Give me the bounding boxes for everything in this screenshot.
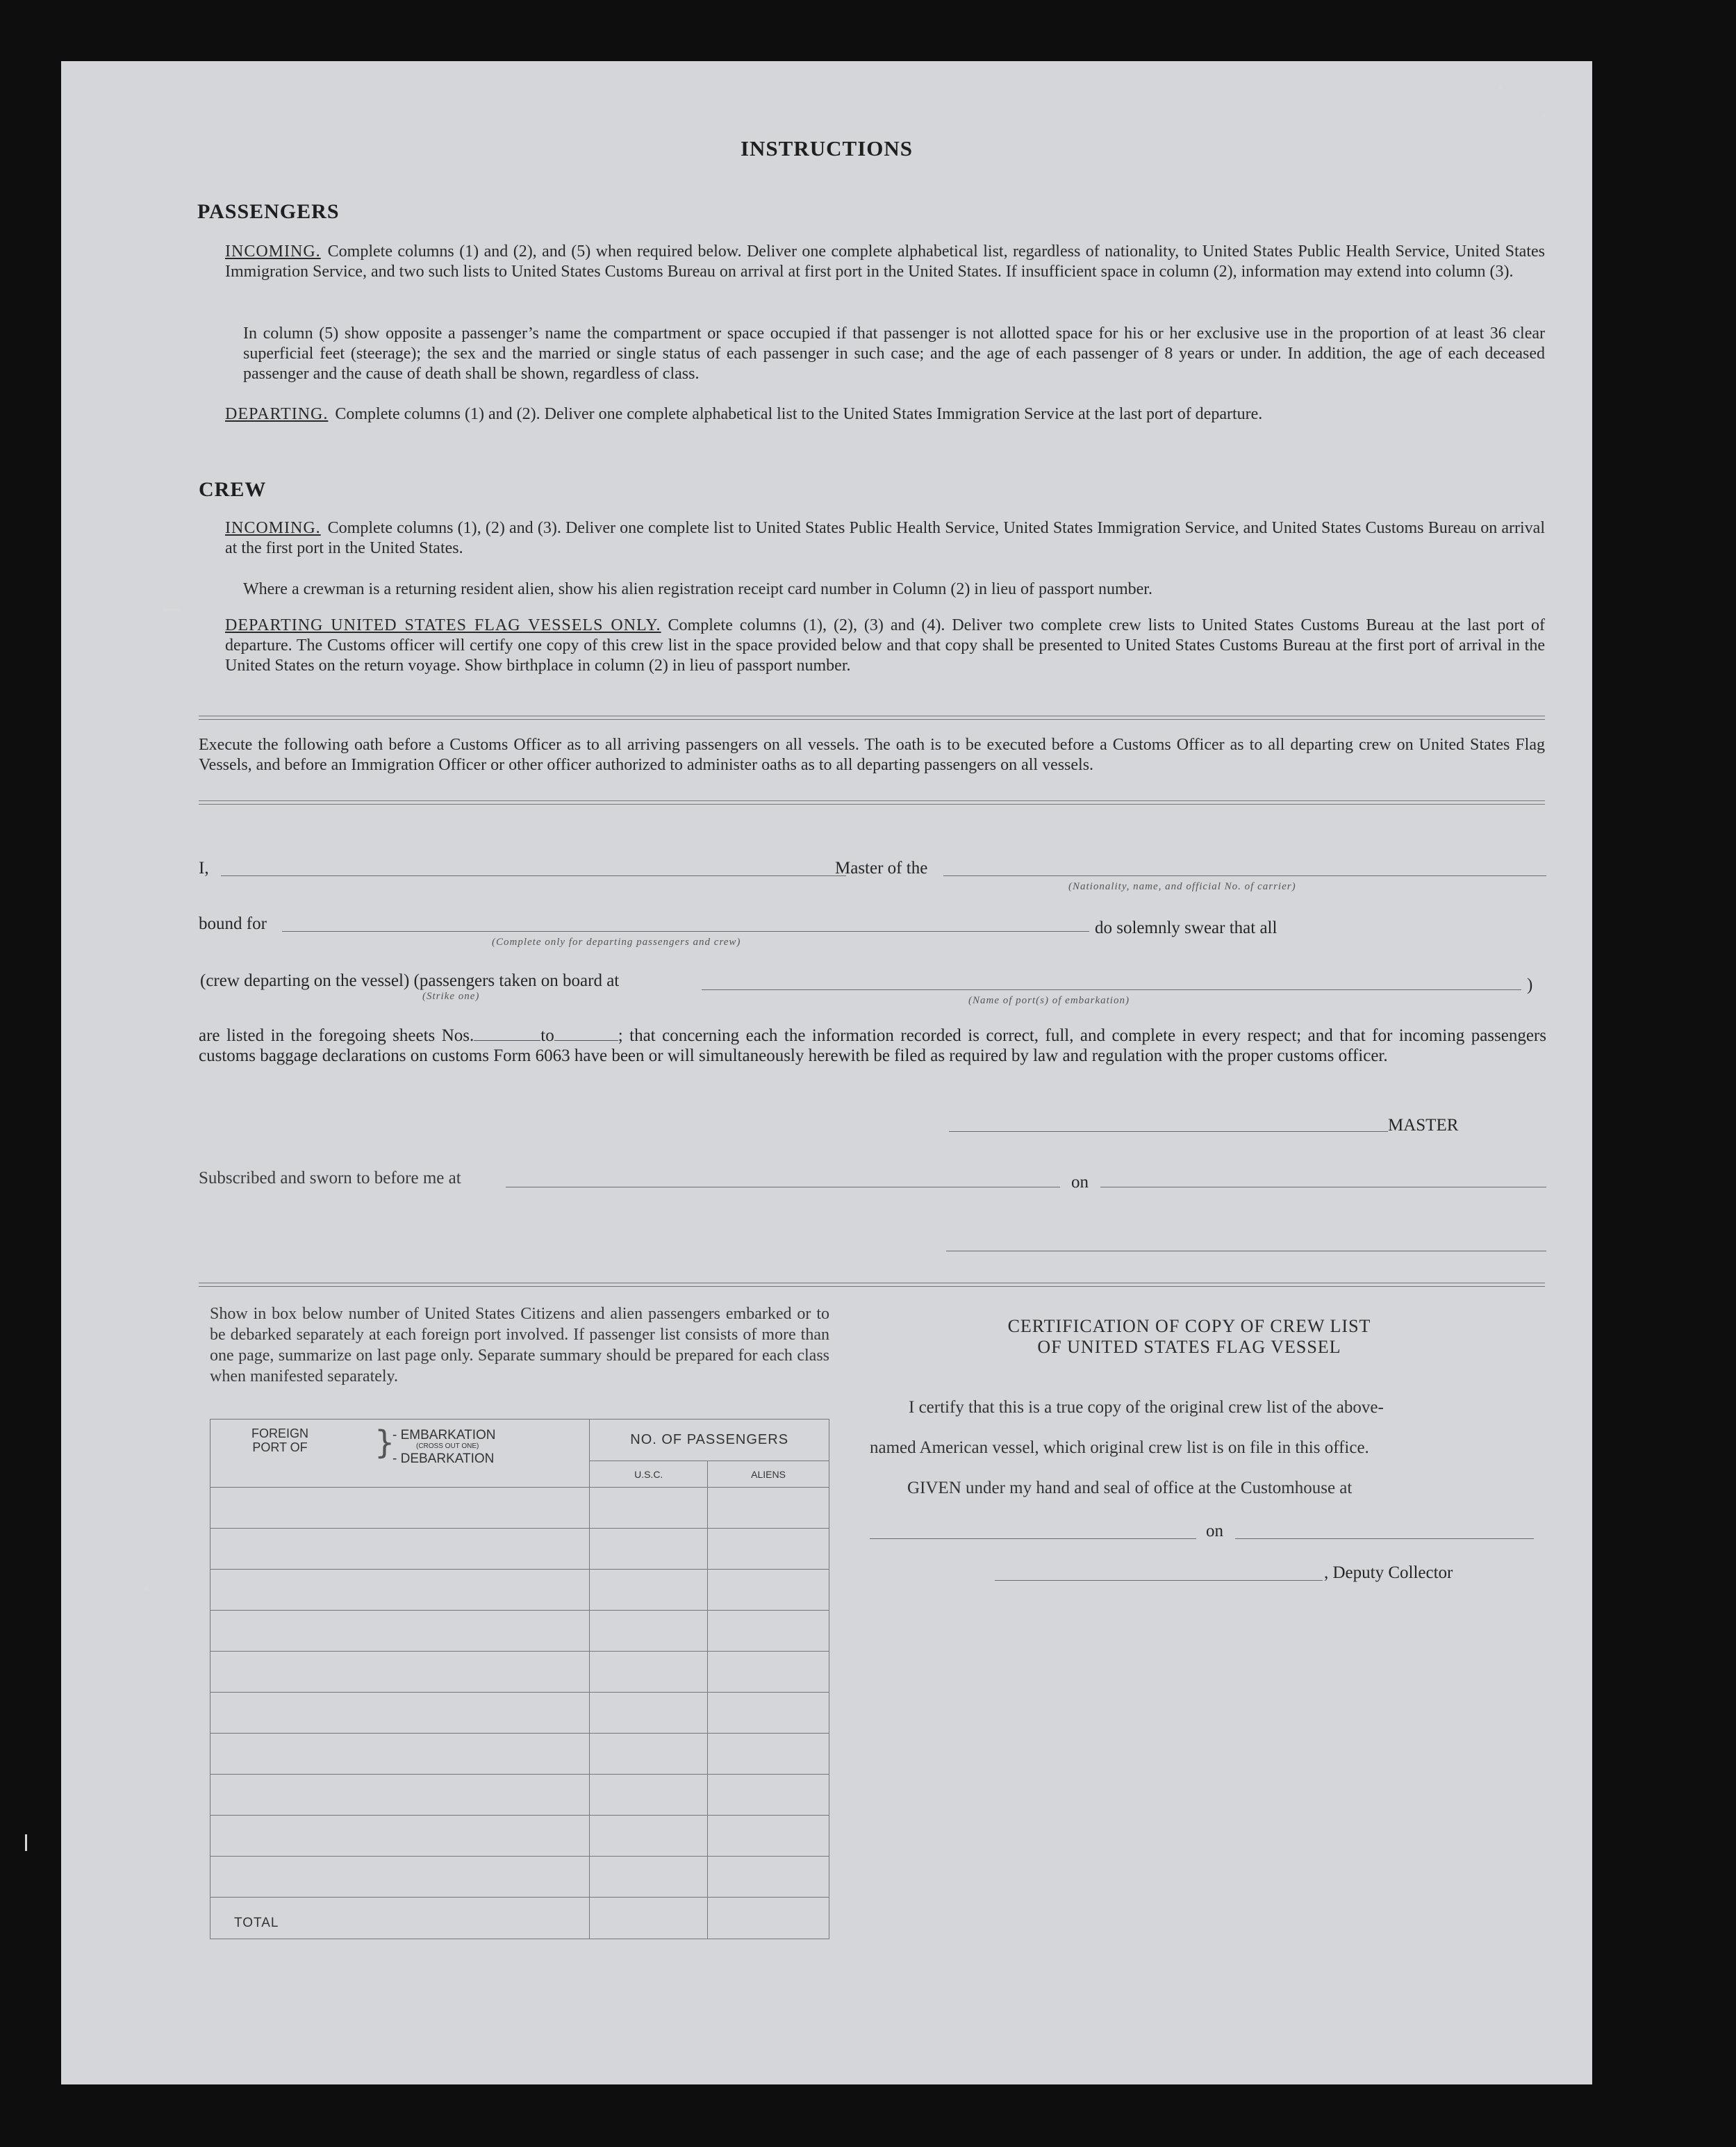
listed-pre-text: are listed in the foregoing sheets Nos. — [199, 1026, 474, 1045]
oath-instructions: Execute the following oath before a Customs Officer as to all arriving passengers on all vessels. The oath is to be executed before a Customs Officer as to all departing crew on United States Flag Vessels, and before an Immigration Officer or other officer authorized to administer oaths as to all departing passengers on all vessels. — [199, 736, 1545, 774]
table-row — [210, 1693, 829, 1734]
close-paren: ) — [1527, 976, 1533, 994]
certification-line3: GIVEN under my hand and seal of office at the Customhouse at — [907, 1479, 1353, 1497]
port-cell[interactable] — [210, 1529, 590, 1570]
table-row — [210, 1529, 829, 1570]
certification-date-field[interactable] — [1235, 1538, 1534, 1539]
certification-line2: named American vessel, which original crew list is on file in this office. — [870, 1438, 1369, 1457]
certification-line1: I certify that this is a true copy of the original crew list of the above- — [909, 1398, 1384, 1417]
total-aliens-cell[interactable] — [708, 1898, 829, 1939]
passengers-column5-paragraph: In column (5) show opposite a passenger’s name the compartment or space occupied if that passenger is not allotted space for his or her exclusive use in the proportion of at least 36 clear superficial feet (steerage); the sex and the married or single status of each passenger in such case; and the age of each passenger of 8 years or under. In addition, the age of each deceased passenger and the cause of death shall be shown, regardless of class. — [243, 324, 1545, 383]
port-cell[interactable] — [210, 1734, 590, 1775]
usc-cell[interactable] — [590, 1652, 708, 1693]
sheet-from-field[interactable] — [474, 1026, 540, 1041]
aliens-cell[interactable] — [708, 1816, 829, 1857]
port-cell[interactable] — [210, 1652, 590, 1693]
embarkation-port-field[interactable] — [702, 989, 1521, 990]
crew-departing-text: Complete columns (1), (2), (3) and (4). Deliver two complete crew lists to United States Customs Bureau at the last port of departure. The Customs officer will certify one copy of this crew list in the space provided below and that copy shall be presented to United States Customs Bureau at the first port of arrival in the United States on the return voyage. Show birthplace in column (2) in lieu of passport number. — [225, 616, 1545, 675]
table-row — [210, 1734, 829, 1775]
passengers-incoming-text: Complete columns (1) and (2), and (5) when required below. Deliver one complete alphabetical list, regardless of nationality, to United States Public Health Service, United States Immigration Service, and two such lists to United States Customs Bureau on arrival at first port in the United States. If insufficient space in column (2), information may extend into column (3). — [225, 242, 1545, 281]
table-row — [210, 1775, 829, 1816]
deputy-collector-signature-field[interactable] — [995, 1580, 1323, 1581]
master-of-the-label: Master of the — [835, 859, 928, 878]
master-signature-field[interactable] — [949, 1131, 1388, 1132]
debarkation-label: - DEBARKATION — [392, 1451, 495, 1466]
subscribed-on-label: on — [1071, 1173, 1089, 1192]
aliens-cell[interactable] — [708, 1611, 829, 1652]
port-cell[interactable] — [210, 1816, 590, 1857]
port-cell[interactable] — [210, 1775, 590, 1816]
aliens-cell[interactable] — [708, 1734, 829, 1775]
usc-cell[interactable] — [590, 1611, 708, 1652]
usc-cell[interactable] — [590, 1529, 708, 1570]
master-label: MASTER — [1388, 1116, 1459, 1135]
total-usc-cell[interactable] — [590, 1898, 708, 1939]
carrier-field[interactable] — [943, 875, 1546, 876]
crew-incoming-paragraph — [225, 518, 1545, 559]
certification-on-label: on — [1206, 1522, 1223, 1540]
bound-for-field[interactable] — [282, 931, 1089, 932]
section-divider — [199, 716, 1545, 720]
usc-cell[interactable] — [590, 1775, 708, 1816]
swear-label: do solemnly swear that all — [1095, 919, 1278, 937]
instructions-title: INSTRUCTIONS — [740, 136, 913, 161]
brace-glyph: } — [374, 1424, 395, 1461]
foreign-port-of-label: FOREIGN PORT OF — [251, 1426, 308, 1454]
section-divider — [199, 800, 1545, 805]
total-label: TOTAL — [210, 1898, 590, 1939]
aliens-cell[interactable] — [708, 1570, 829, 1611]
cross-out-one-label: (CROSS OUT ONE) — [416, 1442, 479, 1450]
passengers-departing-label: DEPARTING. — [225, 405, 329, 423]
listed-post-text: ; that concerning each the information recorded is correct, full, and complete in every respect; and that for incoming passengers customs baggage declarations on customs Form 6063 have been or will simultaneously herewith be filed as required by law and regulation with the proper customs officer. — [199, 1026, 1546, 1065]
port-cell[interactable] — [210, 1857, 590, 1898]
certification-title-line2: OF UNITED STATES FLAG VESSEL — [1037, 1337, 1341, 1357]
scan-speck — [25, 1834, 27, 1851]
port-caption: (Name of port(s) of embarkation) — [968, 995, 1130, 1006]
crew-departing-label: (crew departing on the vessel) (passengers taken on board at — [200, 971, 620, 990]
passengers-incoming-label: INCOMING. — [225, 242, 321, 261]
bound-for-caption: (Complete only for departing passengers and crew) — [492, 937, 741, 948]
usc-cell[interactable] — [590, 1816, 708, 1857]
scan-speck — [144, 1587, 149, 1590]
strike-one-caption: (Strike one) — [422, 991, 480, 1002]
scan-speck — [163, 609, 181, 611]
subscribed-label: Subscribed and sworn to before me at — [199, 1169, 461, 1187]
crew-heading: CREW — [199, 478, 267, 501]
table-row — [210, 1488, 829, 1529]
form-page — [61, 61, 1592, 2084]
aliens-cell[interactable] — [708, 1775, 829, 1816]
table-row — [210, 1570, 829, 1611]
crew-departing-label: DEPARTING UNITED STATES FLAG VESSELS ONLY. — [225, 616, 661, 634]
listed-sheets-statement — [199, 1026, 1546, 1066]
aliens-cell[interactable] — [708, 1693, 829, 1734]
summary-note: Show in box below number of United States Citizens and alien passengers embarked or to be debarked separately at each foreign port involved. If passenger list consists of more than one page, summarize on last page only. Separate summary should be prepared for each class when manifested separately. — [210, 1305, 829, 1385]
port-cell[interactable] — [210, 1488, 590, 1529]
passengers-incoming-paragraph — [225, 242, 1545, 282]
port-cell[interactable] — [210, 1570, 590, 1611]
no-of-passengers-header: NO. OF PASSENGERS — [590, 1420, 829, 1461]
aliens-cell[interactable] — [708, 1488, 829, 1529]
table-row — [210, 1816, 829, 1857]
crew-resident-paragraph: Where a crewman is a returning resident alien, show his alien registration receipt card number in Column (2) in lieu of passport number. — [243, 580, 1152, 598]
table-row — [210, 1857, 829, 1898]
listed-to-text: to — [540, 1026, 554, 1045]
usc-cell[interactable] — [590, 1734, 708, 1775]
master-name-field[interactable] — [221, 875, 846, 876]
customhouse-field[interactable] — [870, 1538, 1196, 1539]
scan-speck — [1542, 114, 1545, 117]
aliens-header: ALIENS — [708, 1461, 829, 1488]
usc-cell[interactable] — [590, 1570, 708, 1611]
passengers-departing-text: Complete columns (1) and (2). Deliver one complete alphabetical list to the United States Immigration Service at the last port of departure. — [335, 405, 1263, 423]
table-row — [210, 1611, 829, 1652]
crew-incoming-label: INCOMING. — [225, 519, 321, 537]
port-cell[interactable] — [210, 1611, 590, 1652]
carrier-caption: (Nationality, name, and official No. of carrier) — [1068, 881, 1296, 892]
summary-table — [210, 1419, 829, 1939]
port-header-cell — [210, 1420, 590, 1488]
crew-departing-paragraph — [225, 616, 1545, 676]
aliens-cell[interactable] — [708, 1529, 829, 1570]
deputy-collector-label: , Deputy Collector — [1324, 1563, 1453, 1582]
section-divider — [199, 1283, 1545, 1287]
embarkation-label: - EMBARKATION — [392, 1428, 496, 1442]
crew-incoming-text: Complete columns (1), (2) and (3). Deliver one complete list to United States Public Health Service, United States Immigration Service, and United States Customs Bureau on arrival at the first port in the United States. — [225, 519, 1545, 557]
usc-cell[interactable] — [590, 1857, 708, 1898]
usc-header: U.S.C. — [590, 1461, 708, 1488]
total-row — [210, 1898, 829, 1939]
oath-i-label: I, — [199, 859, 209, 878]
passengers-heading: PASSENGERS — [197, 200, 340, 223]
aliens-cell[interactable] — [708, 1652, 829, 1693]
port-cell[interactable] — [210, 1693, 590, 1734]
table-row — [210, 1652, 829, 1693]
bound-for-label: bound for — [199, 914, 267, 933]
sheet-to-field[interactable] — [554, 1026, 618, 1041]
aliens-cell[interactable] — [708, 1857, 829, 1898]
passengers-departing-paragraph — [225, 404, 1545, 425]
usc-cell[interactable] — [590, 1693, 708, 1734]
scan-speck — [1499, 86, 1502, 89]
usc-cell[interactable] — [590, 1488, 708, 1529]
certification-title-line1: CERTIFICATION OF COPY OF CREW LIST — [1007, 1316, 1371, 1336]
